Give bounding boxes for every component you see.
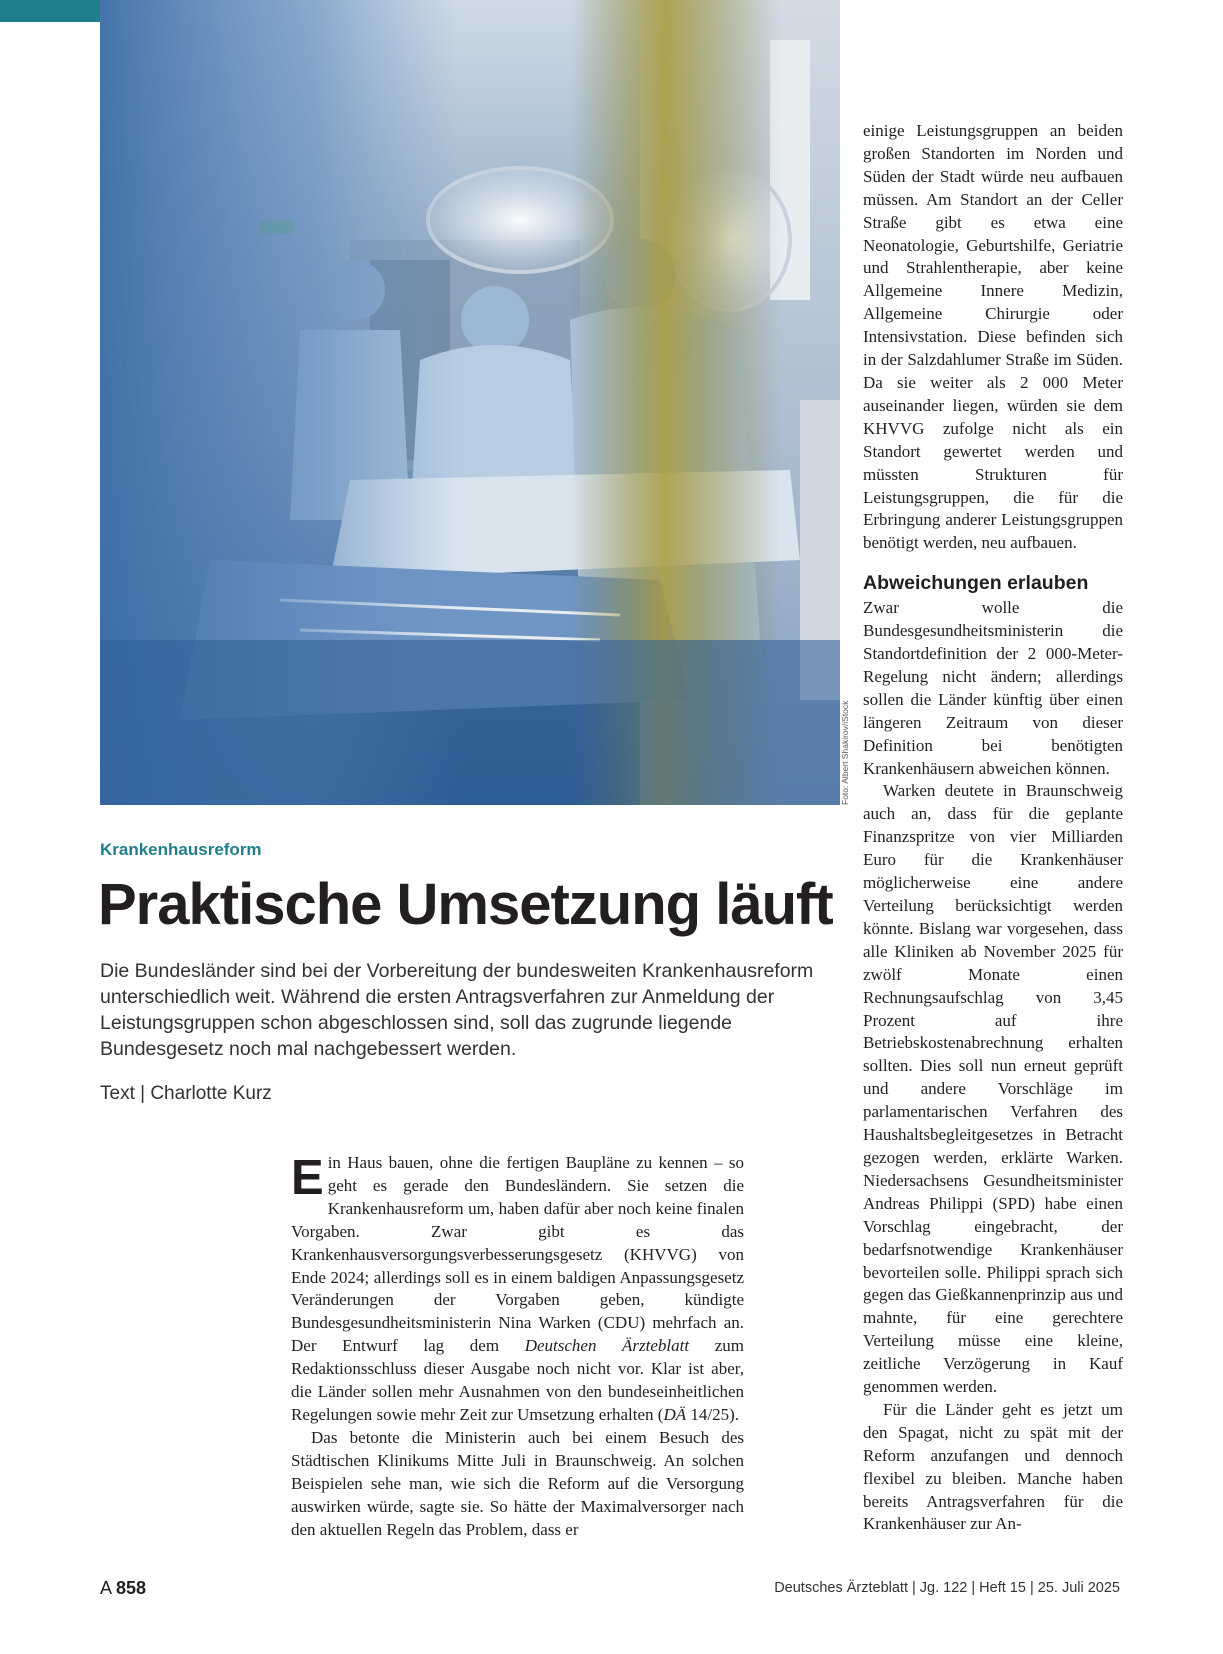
body-paragraph-4: Zwar wolle die Bundesgesundheitsministerin die Standortdefinition der 2 000-Meter-Regelung nicht ändern; allerdings sollen die Länder künftig über einen längeren Zeitraum von dieser Definition bei benötigten Krankenhäusern abweichen können. [863, 598, 1123, 778]
body-paragraph-6: Für die Länder geht es jetzt um den Spagat, nicht zu spät mit der Reform anzufangen und dennoch flexibel zu bleiben. Manche haben bereits Antragsverfahren für die Krankenhäuser zur An- [863, 1399, 1123, 1534]
body-paragraph-3: einige Leistungsgruppen an beiden großen Standorten im Norden und Süden der Stadt würde neu aufbauen müssen. Am Standort an der Celler Straße gibt es etwa eine Neonatologie, Geburtshilfe, Geriatrie und Strahlentherapie, aber keine Allgemeine Innere Medizin, Allgemeine Chirurgie oder Intensivstation. Diese befinden sich in der Salzdahlumer Straße im Süden. Da sie weiter als 2 000 Meter auseinander liegen, würden sie dem KHVVG zufolge nicht als ein Standort gewertet werden und müssten Strukturen für Leistungsgruppen, die für die Erbringung anderer Leistungsgruppen benötigt werden, neu aufbauen. [863, 121, 1123, 553]
body-paragraph-2: Das betonte die Ministerin auch bei einem Besuch des Städtischen Klinikums Mitte Juli in Braunschweig. An solchen Beispielen sehe man, wie sich die Reform auf die Versorgung auswirken würde, sagte sie. So hätte der Maximalversorger nach den aktuellen Regeln das Problem, dass er [291, 1427, 744, 1539]
body-paragraph-1: Ein Haus bauen, ohne die fertigen Baupläne zu kennen – so geht es gerade den Bundesländern. Sie setzen die Krankenhausreform um, haben dafür aber noch keine finalen Vorgaben. Zwar gibt es das Krankenhausversorgungsverbesserungsgesetz (KHVVG) von Ende 2024; allerdings soll es in einem baldigen Anpassungsgesetz Veränderungen der Vorgaben geben, kündigte Bundesgesundheitsministerin Nina Warken (CDU) mehrfach an. Der Entwurf lag dem Deutschen Ärzteblatt zum Redaktionsschluss dieser Ausgabe noch nicht vor. Klar ist aber, die Länder sollen mehr Ausnahmen von den bundeseinheitlichen Regelungen sowie mehr Zeit zur Umsetzung erhalten (DÄ 14/25). [291, 1151, 744, 1424]
article-lead: Die Bundesländer sind bei der Vorbereitung der bundesweiten Krankenhausreform unterschiedlich weit. Während die ersten Antragsverfahren zur Anmeldung der Leistungsgruppen schon abgeschlossen sind, soll das zugrunde liegende Bundesgesetz noch mal nachgebessert werden. [100, 960, 814, 1060]
section-kicker: Krankenhausreform [100, 840, 262, 859]
drop-cap: E [291, 1151, 324, 1205]
body-column-right [863, 120, 1123, 1536]
reference-abbrev: DÄ [663, 1404, 687, 1424]
page-prefix: A [100, 1578, 112, 1598]
photo-illustration [100, 0, 840, 805]
article-headline: Praktische Umsetzung läuft [98, 872, 833, 937]
page-number: 858 [116, 1578, 147, 1598]
operating-room-photo [100, 0, 840, 805]
journal-mention: Deutschen Ärzteblatt [524, 1336, 690, 1356]
byline: Text | Charlotte Kurz [100, 1083, 272, 1104]
journal-footer: Deutsches Ärzteblatt | Jg. 122 | Heft 15 | 25. Juli 2025 [774, 1580, 1120, 1596]
body-paragraph-5: Warken deutete in Braunschweig auch an, dass für die geplante Finanzspritze von vier Milliarden Euro für die Krankenhäuser möglicherweise eine andere Verteilung berücksichtigt werden könnte. Bislang war vorgesehen, dass alle Kliniken ab November 2025 für zwölf Monate einen Rechnungsaufschlag von 3,45 Prozent auf ihre Betriebskostenabrechnung erhalten sollten. Dies soll nun erneut geprüft und andere Vorschläge im parlamentarischen Verfahren des Haushaltsbegleitgesetzes in Betracht gezogen werden, erklärte Warken. Niedersachsens Gesundheitsminister Andreas Philippi (SPD) habe einen Vorschlag eingebracht, der bedarfsnotwendige Krankenhäuser bevorteilen solle. Philippi sprach sich gegen das Gießkannenprinzip aus und mahnte, für eine gerechtere Verteilung müsse eine kleine, zeitliche Verzögerung in Kauf genommen werden. [863, 781, 1123, 1397]
body-column-left [291, 1152, 744, 1541]
subheading: Abweichungen erlauben [863, 572, 1089, 595]
photo-credit: Foto: Albert Shakirov/iStock [840, 700, 850, 805]
section-color-tab [0, 0, 100, 22]
page-folio [100, 1578, 146, 1599]
